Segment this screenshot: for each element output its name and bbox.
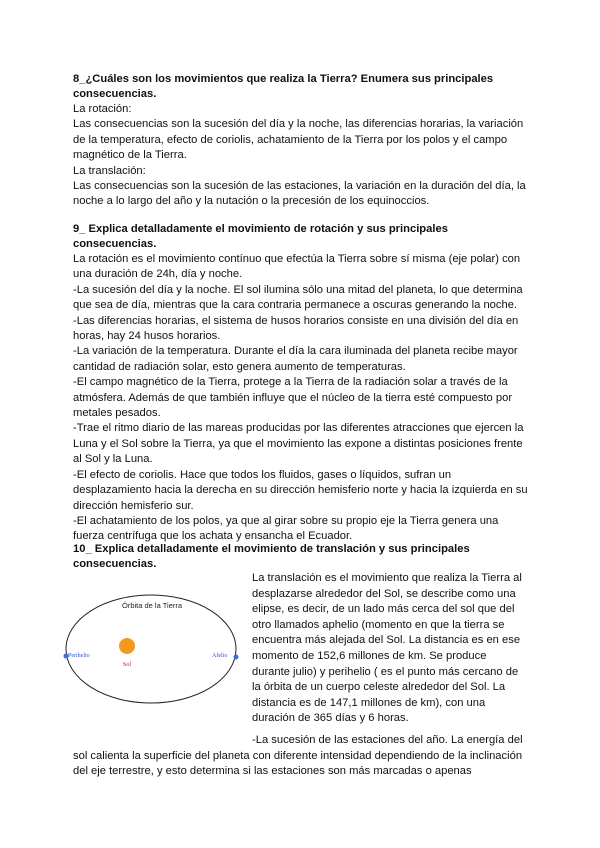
perihelion-label: Perihelio: [68, 653, 90, 659]
paragraph: -La sucesión del día y la noche. El sol ilumina sólo una mitad del planeta, lo que determina que sea de día, mientras que la cara contraria permanece a oscuras generando la noche.: [73, 283, 523, 312]
orbit-label: Órbita de la Tierra: [122, 601, 183, 610]
sun-label: Sol: [123, 662, 132, 668]
question-10: 10_ Explica detalladamente el movimiento de translación y sus principales consecuencias.: [73, 543, 470, 570]
paragraph: Las consecuencias son la sucesión de las estaciones, la variación en la duración del día, la noche a lo largo del año y la nutación o la precesión de los equinoccios.: [73, 180, 526, 208]
orbit-diagram: [60, 586, 244, 710]
paragraph: La translación:: [73, 164, 146, 177]
question-9: 9_ Explica detalladamente el movimiento de rotación y sus principales consecuencias.: [73, 223, 448, 250]
section-9: [73, 222, 528, 545]
paragraph: -Las diferencias horarias, el sistema de husos horarios consiste en una división del día en horas, hay 24 husos horarios.: [73, 314, 519, 343]
paragraph: La rotación es el movimiento contínuo que efectúa la Tierra sobre sí misma (eje polar) con una duración de 24h, día y noche.: [73, 253, 521, 281]
question-8: 8_¿Cuáles son los movimientos que realiza la Tierra? Enumera sus principales consecuencias.: [73, 73, 494, 100]
earth-aphelion: [234, 655, 239, 660]
aphelion-label: Afelio: [212, 653, 228, 659]
translation-paragraph: La translación es el movimiento que realiza la Tierra al desplazarse alrededor del Sol, se describe como una elipse, es decir, de un lado más cerca del sol que del otro llamados aphelio (momento en que la tierra se encuentra más alejada del Sol. La distancia es en ese momento de 152,6 millones de km. Se produce durante julio) y perihelio ( es el punto más cercano de la órbita de un cuerpo celeste alrededor del Sol. La distancia es de 147,1 millones de km), con una duración de 365 días y 6 horas.: [252, 572, 522, 725]
paragraph: -El achatamiento de los polos, ya que al girar sobre su propio eje la Tierra genera una fuerza centrífuga que los achata y ensancha el Ecuador.: [73, 514, 499, 543]
paragraph: Las consecuencias son la sucesión del día y la noche, las diferencias horarias, la variación de la temperatura, efecto de coriolis, achatamiento de la Tierra por los polos y el campo magnético de la Tierra.: [73, 118, 524, 162]
paragraph: -La variación de la temperatura. Durante el día la cara iluminada del planeta recibe mayor cantidad de radiación solar, esto genera aumento de temperaturas.: [73, 345, 518, 373]
paragraph: La rotación:: [73, 103, 132, 115]
section-10: [73, 542, 528, 572]
seasons-text: -La sucesión de las estaciones del año. La energía del sol calienta la superficie del planeta con diferente intensidad dependiendo de la inclinación del eje terrestre, y esto determina si las estaciones son más marcadas o apenas: [73, 734, 523, 778]
sun-circle: [119, 638, 135, 654]
paragraph: -Trae el ritmo diario de las mareas producidas por las diferentes atracciones que ejercen la Luna y el Sol sobre la Tierra, ya que el movimiento las expone a distintas posiciones frente al Sol y la Luna.: [73, 422, 524, 466]
seasons-paragraph: [73, 733, 528, 780]
paragraph: -El campo magnético de la Tierra, protege a la Tierra de la radiación solar a través de la atmósfera. Además de que también influye que el núcleo de la tierra esté compuesto por metales pesados.: [73, 376, 513, 420]
section-8: [73, 72, 528, 210]
orbit-ellipse: [66, 595, 236, 703]
paragraph: -El efecto de coriolis. Hace que todos los fluidos, gases o líquidos, sufran un desplazamiento hacia la derecha en su dirección hemisferio norte y hacia la izquierda en su dirección hemisferio sur.: [73, 468, 528, 512]
